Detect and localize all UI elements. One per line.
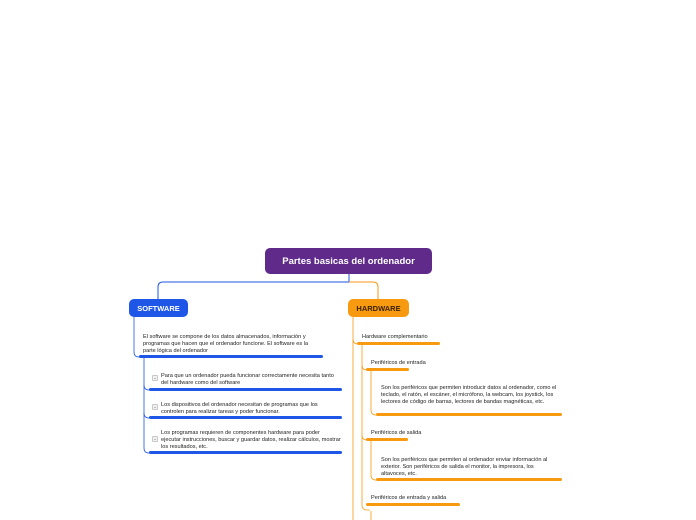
software-subitem-3-underline bbox=[149, 451, 342, 454]
output-peripherals-description-underline bbox=[376, 478, 562, 481]
io-peripherals-underline bbox=[366, 503, 460, 506]
output-peripherals[interactable]: Periféricos de salida bbox=[371, 430, 422, 436]
software-subitem-1-underline bbox=[149, 388, 342, 391]
software-description-underline bbox=[139, 355, 323, 358]
input-peripherals[interactable]: Periféricos de entrada bbox=[371, 360, 426, 366]
input-peripherals-description[interactable]: Son los periféricos que permiten introducir datos al ordenador, como el teclado, el ratón, el escáner, el micrófono, la webcam, los joystick, los lectores de código de barras, lectores de bandas magnéticas, etc. bbox=[381, 385, 557, 405]
software-description[interactable]: El software se compone de los datos almacenados, información y programas que hacen que el ordenador funcione. El software es la parte lógica del ordenador bbox=[143, 334, 309, 354]
software-subitem-3[interactable]: Los programas requieren de componentes hardware para poder ejecutar instrucciones, buscar y guardar datos, realizar cálculos, mostrar los resultados, etc. bbox=[161, 430, 341, 450]
input-peripherals-underline bbox=[366, 368, 409, 371]
input-peripherals-description-underline bbox=[376, 413, 562, 416]
output-peripherals-description[interactable]: Son los periféricos que permiten al ordenador enviar información al exterior. Son periféricos de salida el monitor, la impresora, los altavoces, etc. bbox=[381, 457, 548, 477]
software-subitem-2-underline bbox=[149, 416, 342, 419]
software-subitem-1[interactable]: Para que un ordenador pueda funcionar correctamente necesita tanto del hardware como del software bbox=[161, 373, 334, 386]
note-icon bbox=[152, 436, 158, 442]
root-topic[interactable]: Partes basicas del ordenador bbox=[265, 248, 432, 274]
software-subitem-2[interactable]: Los dispositivos del ordenador necesitan de programas que los controlen para realizar tareas y poder funcionar. bbox=[161, 402, 318, 415]
hardware-topic[interactable]: HARDWARE bbox=[348, 299, 409, 317]
hardware-complementary-underline bbox=[357, 342, 440, 345]
note-icon bbox=[152, 404, 158, 410]
software-topic[interactable]: SOFTWARE bbox=[129, 299, 188, 317]
note-icon bbox=[152, 375, 158, 381]
io-peripherals[interactable]: Periféricos de entrada y salida bbox=[371, 495, 447, 501]
hardware-complementary[interactable]: Hardware complementario bbox=[362, 334, 428, 340]
output-peripherals-underline bbox=[366, 438, 408, 441]
